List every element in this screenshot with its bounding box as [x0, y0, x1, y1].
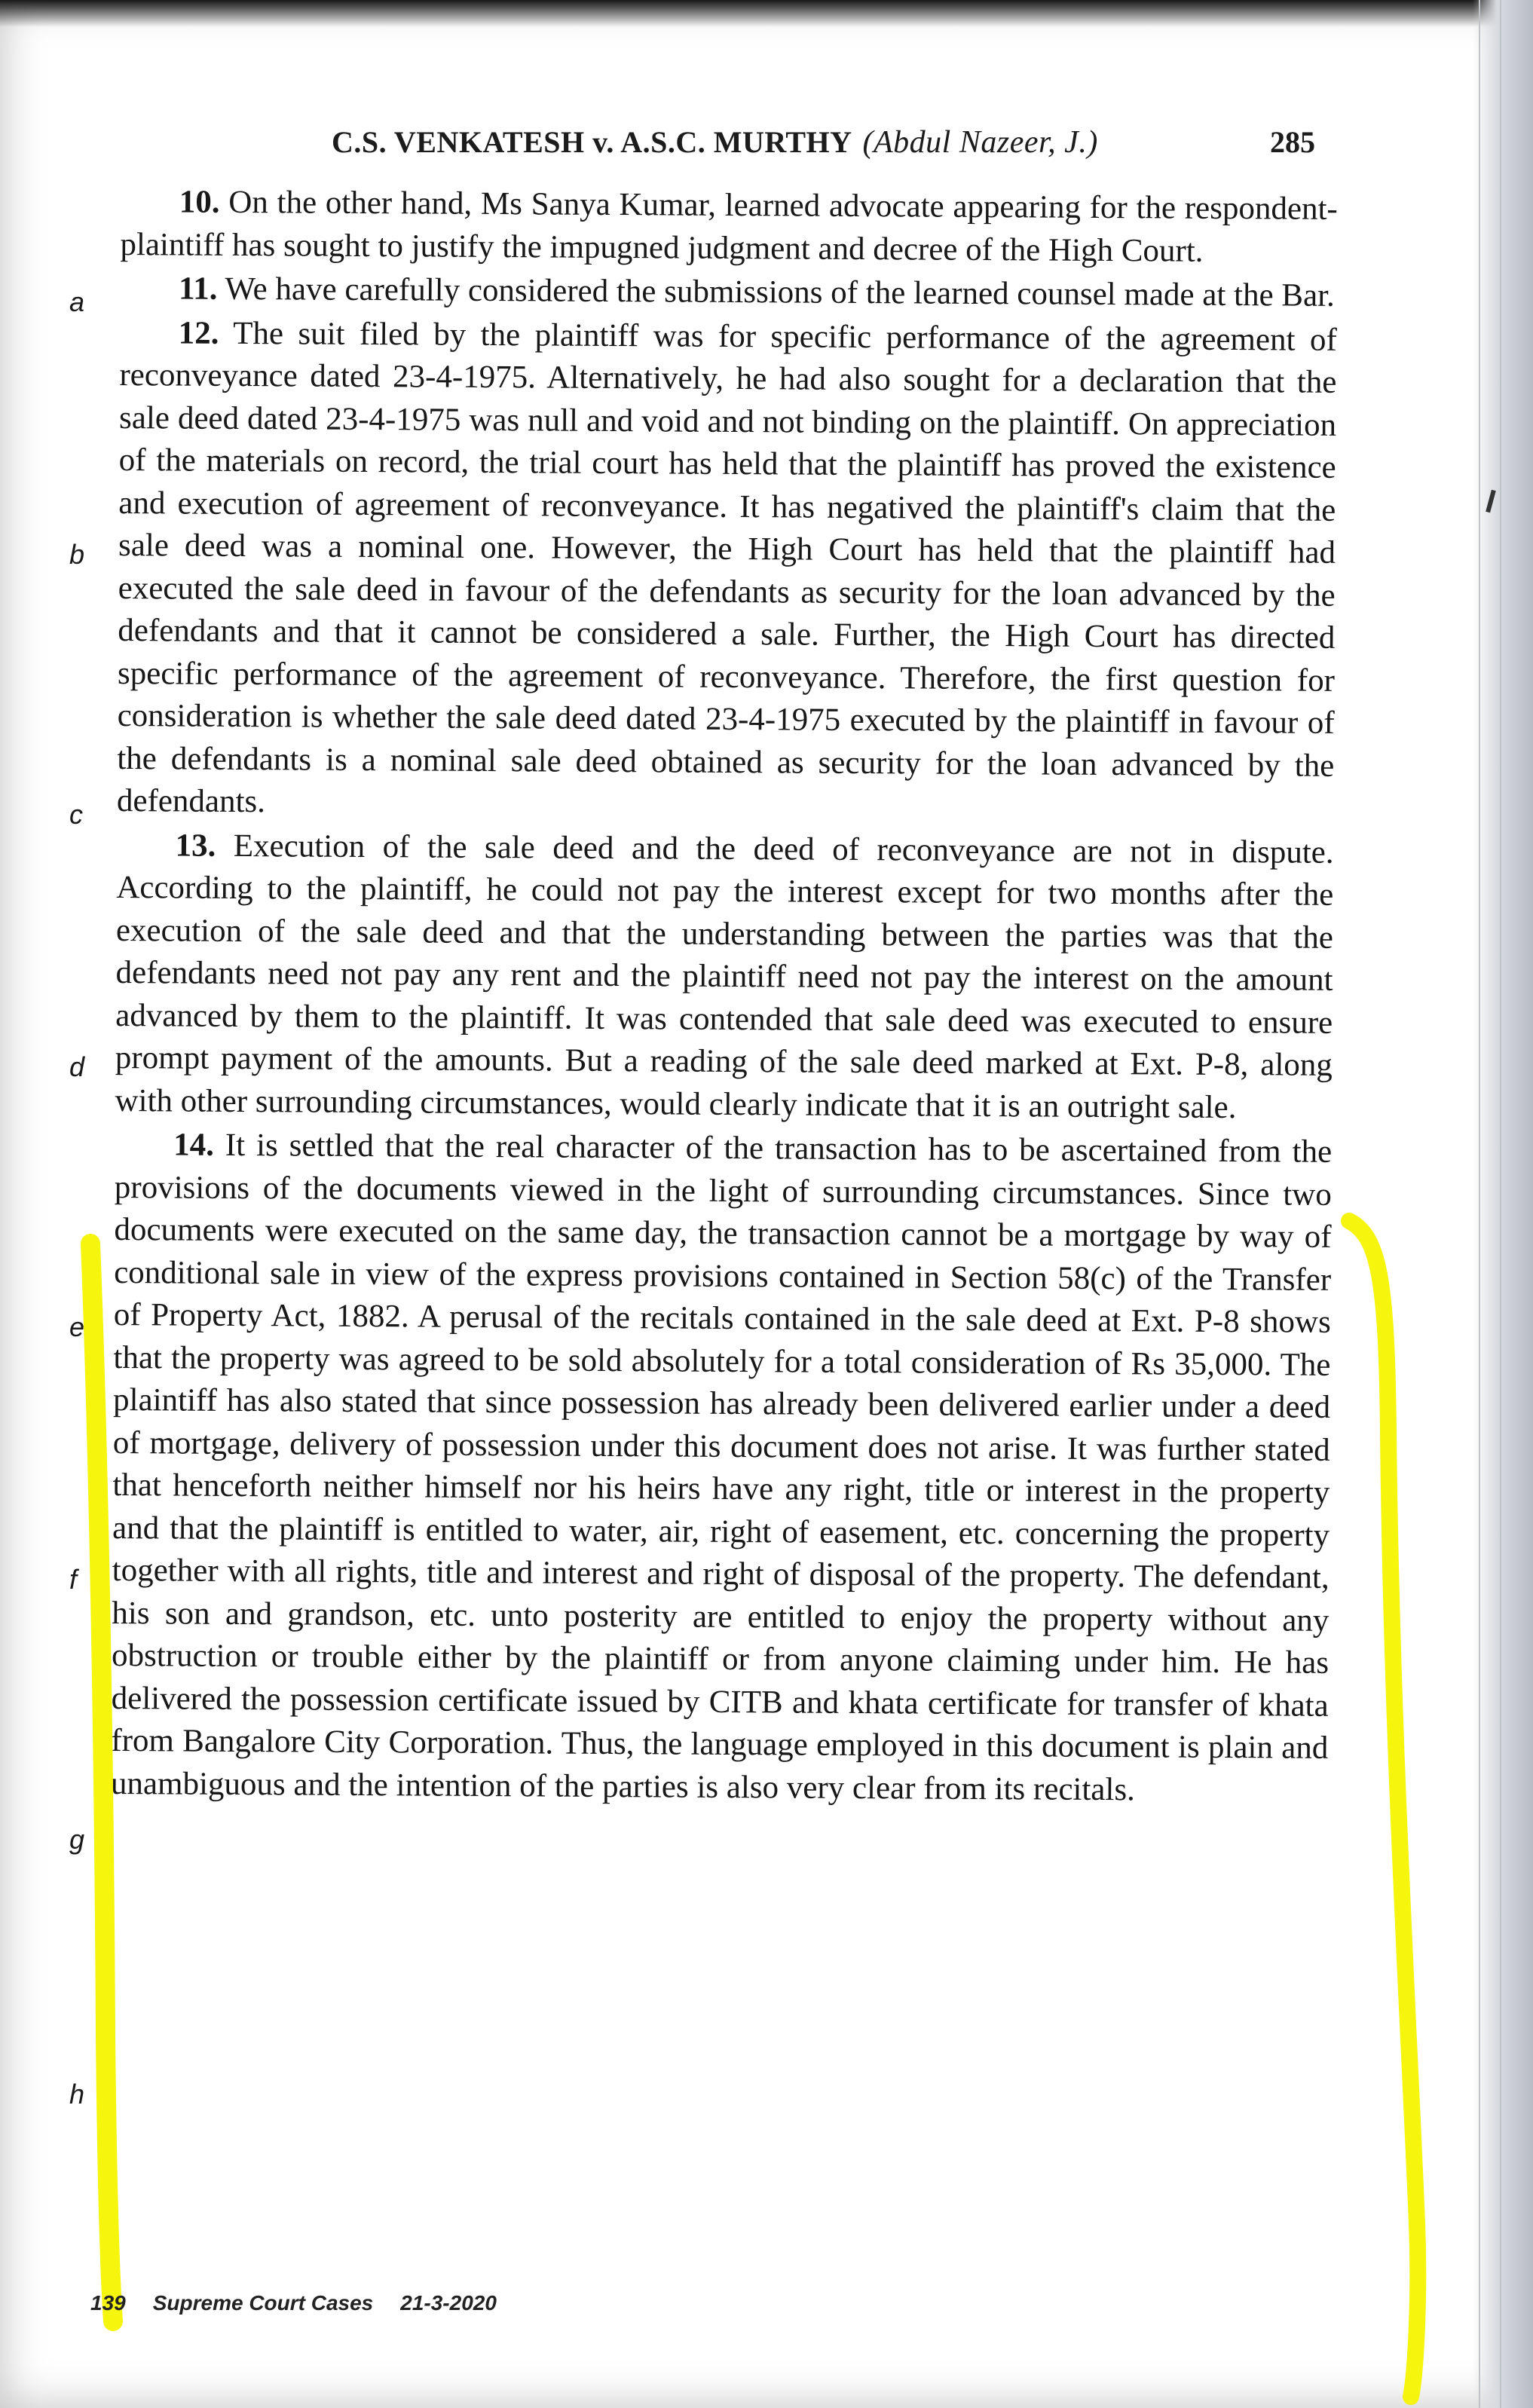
right-highlight-stroke	[1349, 1221, 1418, 2397]
margin-letter-c: c	[69, 799, 83, 830]
margin-letter-d: d	[69, 1051, 85, 1082]
paragraph-number: 10.	[179, 184, 220, 220]
page-number: 285	[1270, 125, 1315, 159]
paragraph-text: Execution of the sale deed and the deed of reconveyance are not in dispute. According to the plaintiff, he could not pay the interest except for two months after the execution of the sale deed and that the understanding between the parties was that the defendants need not pay any rent and the plaintiff need not pay the interest on the amount advanced by them to the plaintiff. It was contended that sale deed was executed to ensure prompt payment of the amounts. But a reading of the sale deed marked at Ext. P-8, along with other surrounding circumstances, would clearly indicate that it is an outright sale.	[115, 828, 1334, 1125]
margin-letter-b: b	[69, 539, 85, 570]
margin-letter-h: h	[69, 2079, 85, 2110]
margin-letter-f: f	[69, 1564, 78, 1595]
case-title-text: C.S. VENKATESH v. A.S.C. MURTHY	[332, 125, 852, 159]
margin-letter-g: g	[69, 1824, 85, 1855]
paragraph-number: 13.	[175, 827, 216, 864]
paragraph-text: The suit filed by the plaintiff was for specific performance of the agreement of reconveyance dated 23-4-1975. Alternatively, he had also sought for a declaration that the sale deed dated 23-4-1975 was null and void and not binding on the plaintiff. On appreciation of the materials on record, the trial court has held that the plaintiff has proved the existence and execution of agreement of reconveyance. It has negatived the plaintiff's claim that the sale deed was a nominal one. However, the High Court has held that the plaintiff had executed the sale deed in favour of the defendants as security for the loan advanced by the defendants and that it cannot be considered a sale. Further, the High Court has directed specific performance of the agreement of reconveyance. Therefore, the first question for consideration is whether the sale deed dated 23-4-1975 executed by the plaintiff in favour of the defendants is a nominal sale deed obtained as security for the loan advanced by the defendants.	[116, 315, 1337, 820]
footer-date: 21-3-2020	[400, 2291, 497, 2315]
margin-letter-a: a	[69, 286, 85, 317]
left-highlight-stroke	[90, 1244, 113, 2321]
footer-volume: 139	[90, 2291, 126, 2315]
judge-name: (Abdul Nazeer, J.)	[862, 125, 1098, 160]
margin-letter-e: e	[69, 1311, 85, 1342]
paragraph-text: It is settled that the real character of the transaction has to be ascertained from the provisions of the documents viewed in the light of surrounding circumstances. Since two documents were executed on the same day, the transaction cannot be a mortgage by way of conditional sale in view of the express provisions contained in Section 58(c) of the Transfer of Property Act, 1882. A perusal of the recitals contained in the sale deed at Ext. P-8 shows that the property was agreed to be sold absolutely for a total consideration of Rs 35,000. The plaintiff has also stated that since possession has already been delivered earlier under a deed of mortgage, delivery of possession under this document does not arise. It was further stated that henceforth neither himself nor his heirs have any right, title or interest in the property and that the plaintiff is entitled to water, air, right of easement, etc. concerning the property together with all rights, title and interest and right of disposal of the property. The defendant, his son and grandson, etc. unto posterity are entitled to enjoy the property without any obstruction or trouble either by the plaintiff or from anyone claiming under him. He has delivered the possession certificate issued by CITB and khata certificate for transfer of khata from Bangalore City Corporation. Thus, the language employed in this document is plain and unambiguous and the intention of the parties is also very clear from its recitals.	[110, 1127, 1333, 1807]
paragraph-text: On the other hand, Ms Sanya Kumar, learned advocate appearing for the respondent-plaintiff has sought to justify the impugned judgment and decree of the High Court.	[120, 184, 1338, 269]
paragraph-text: We have carefully considered the submissions of the learned counsel made at the Bar.	[225, 271, 1335, 314]
paragraph-number: 12.	[178, 314, 219, 351]
footer-citation	[90, 2291, 524, 2315]
footer-reporter: Supreme Court Cases	[152, 2291, 374, 2315]
paragraph-number: 11.	[178, 271, 218, 307]
paragraph-number: 14.	[173, 1127, 215, 1163]
